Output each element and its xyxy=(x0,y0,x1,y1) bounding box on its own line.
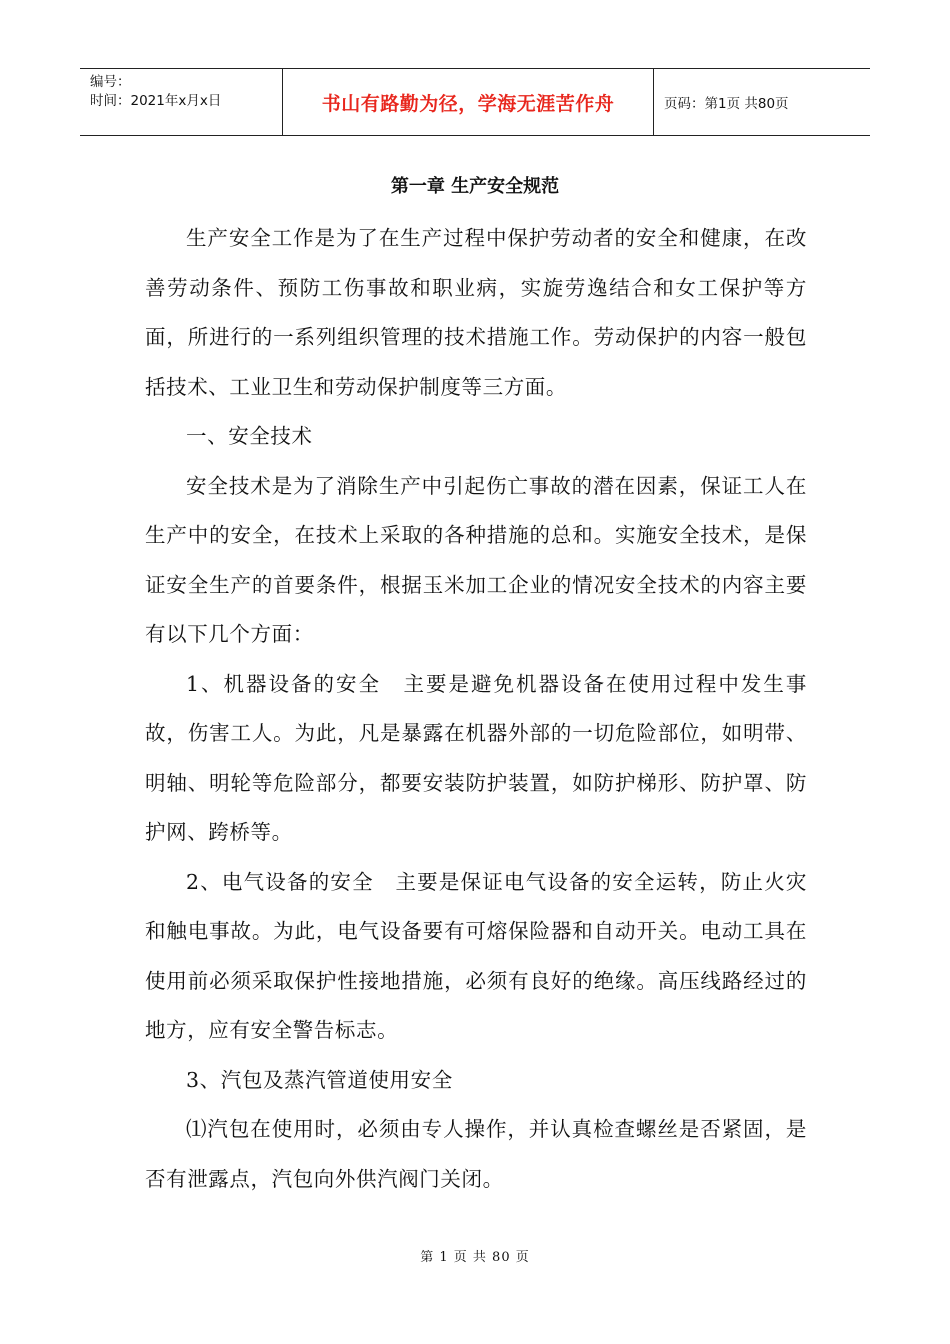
header-motto-cell xyxy=(282,69,654,135)
paragraph-safety-tech: 安全技术是为了消除生产中引起伤亡事故的潜在因素，保证工人在生产中的安全，在技术上采取的各种措施的总和。实施安全技术，是保证安全生产的首要条件，根据玉米加工企业的情况安全技术的内容主要有以下几个方面： xyxy=(145,473,807,646)
section-heading-safety-tech: 一、安全技术 xyxy=(186,424,313,448)
document-body xyxy=(145,214,807,1204)
header-meta-cell xyxy=(80,69,282,135)
paragraph-steam-drum: ⑴汽包在使用时，必须由专人操作，并认真检查螺丝是否紧固，是否有泄露点，汽包向外供汽阀门关闭。 xyxy=(145,1117,807,1191)
paragraph-electrical-safety: 2、电气设备的安全 主要是保证电气设备的安全运转，防止火灾和触电事故。为此，电气设备要有可熔保险器和自动开关。电动工具在使用前必须采取保护性接地措施，必须有良好的绝缘。高压线路经过的地方，应有安全警告标志。 xyxy=(145,869,807,1042)
document-date-label: 时间：2021年x月x日 xyxy=(90,93,222,109)
chapter-title: 第一章 生产安全规范 xyxy=(390,176,560,197)
subheading-steam-safety: 3、汽包及蒸汽管道使用安全 xyxy=(186,1067,453,1092)
header-table xyxy=(80,68,870,136)
document-number-label: 编号： xyxy=(90,74,131,90)
header-motto: 书山有路勤为径，学海无涯苦作舟 xyxy=(321,92,615,115)
paragraph-intro: 生产安全工作是为了在生产过程中保护劳动者的安全和健康，在改善劳动条件、预防工伤事故和职业病，实旋劳逸结合和女工保护等方面，所进行的一系列组织管理的技术措施工作。劳动保护的内容一般包括技术、工业卫生和劳动保护制度等三方面。 xyxy=(145,226,807,399)
paragraph-machine-safety: 1、机器设备的安全 主要是避免机器设备在使用过程中发生事故，伤害工人。为此，凡是暴露在机器外部的一切危险部位，如明带、明轴、明轮等危险部分，都要安装防护装置，如防护梯形、防护罩、防护网、跨桥等。 xyxy=(145,671,807,844)
header-page-info: 页码：第1页 共80页 xyxy=(664,96,789,112)
header-page-cell xyxy=(654,69,870,135)
page-footer: 第 1 页 共 80 页 xyxy=(420,1250,530,1265)
